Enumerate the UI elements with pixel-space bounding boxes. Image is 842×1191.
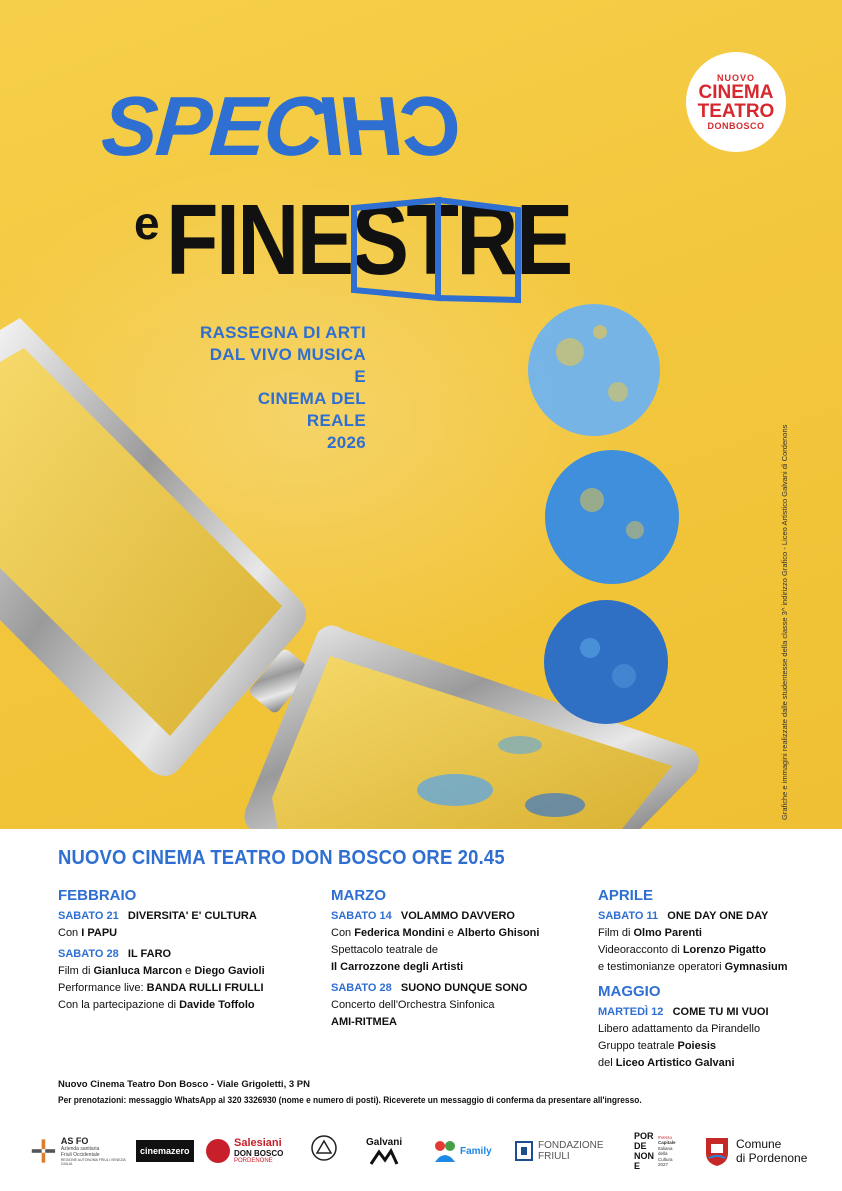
event-heading — [598, 1004, 838, 1021]
subtitle-line: RASSEGNA DI ARTI — [200, 323, 366, 342]
event-line: e testimonianze operatori Gymnasium — [598, 961, 788, 973]
festival-subtitle — [198, 322, 366, 454]
pordenone-text: PORDE — [634, 1131, 654, 1151]
family-logo — [432, 1128, 492, 1174]
event-date: SABATO 21 — [58, 910, 119, 922]
cinema-teatro-logo — [686, 52, 786, 152]
badge-top: NUOVO — [716, 73, 755, 83]
asfo-sub: Azienda sanitaria — [60, 1146, 100, 1152]
salesiani-logo — [206, 1128, 283, 1174]
subtitle-year: 2026 — [326, 433, 366, 452]
comune-pordenone-logo — [704, 1128, 807, 1174]
event-heading — [331, 980, 596, 997]
family-text: Family — [460, 1145, 492, 1157]
capitale-line: #Verso — [658, 1134, 673, 1140]
comune-name: Comune — [736, 1137, 782, 1151]
pordenone-text: NONE — [634, 1151, 654, 1171]
event-line: Il Carrozzone degli Artisti — [331, 961, 464, 973]
capitale-line: Italiana — [658, 1145, 673, 1151]
pordenone-capitale-logo — [634, 1128, 676, 1174]
salesiani-sub: DON BOSCO — [234, 1148, 284, 1158]
window-frame-icon — [350, 190, 522, 310]
cinemazero-logo — [136, 1128, 194, 1174]
title-specchi: SPECCHI — [98, 79, 465, 173]
event-line: Con la partecipazione di Davide Toffolo — [58, 999, 255, 1011]
event-heading — [331, 908, 596, 925]
event-line: Libero adattamento da Pirandello — [598, 1023, 761, 1035]
capitale-line: 2027 — [658, 1162, 669, 1167]
title-finestre: FINESTRE — [166, 184, 571, 296]
galvani-figure-icon — [369, 1148, 399, 1166]
galvani-text: Galvani — [366, 1136, 403, 1148]
event-line: Gruppo teatrale Poiesis — [598, 1040, 717, 1052]
fondazione-name: FONDAZIONE — [538, 1140, 604, 1151]
event-date: SABATO 28 — [58, 948, 119, 960]
event-title: VOLAMMO DAVVERO — [400, 910, 515, 922]
subtitle-line: DAL VIVO MUSICA E — [209, 345, 366, 386]
event-line: Con I PAPU — [58, 927, 118, 939]
event-date: SABATO 11 — [598, 910, 659, 922]
event-title: COME TU MI VUOI — [672, 1006, 769, 1018]
badge-donbosco: DONBOSCO — [707, 121, 765, 131]
associazione-logo — [310, 1128, 338, 1174]
event-line: AMI-RITMEA — [331, 1016, 397, 1028]
salesiani-emblem-icon — [206, 1139, 230, 1163]
event-line: Performance live: BANDA RULLI FRULLI — [58, 982, 264, 994]
program-column-aprile-maggio — [598, 886, 838, 1072]
venue-address: Nuovo Cinema Teatro Don Bosco - Viale Grigoletti, 3 PN — [58, 1079, 310, 1090]
comune-crest-icon — [704, 1135, 730, 1167]
month-heading: MARZO — [331, 887, 386, 904]
capitale-line: della — [658, 1151, 668, 1156]
asfo-name: AS FO — [60, 1136, 89, 1146]
badge-teatro: TEATRO — [697, 101, 775, 122]
family-figures-icon — [432, 1138, 458, 1164]
event-line: Concerto dell'Orchestra Sinfonica — [331, 999, 495, 1011]
event-line: Videoracconto di Lorenzo Pigatto — [598, 944, 766, 956]
venue-heading: NUOVO CINEMA TEATRO DON BOSCO ORE 20.45 — [58, 846, 505, 869]
mirrored-letters: CHI — [319, 79, 465, 173]
cinemazero-text: cinemazero — [136, 1140, 194, 1162]
month-heading: APRILE — [598, 887, 654, 904]
event-line: del Liceo Artistico Galvani — [598, 1057, 735, 1069]
event-line: Con Federica Mondini e Alberto Ghisoni — [331, 927, 540, 939]
event-line: Spettacolo teatrale de — [331, 944, 439, 956]
title-e: e — [134, 197, 160, 249]
comune-city: di Pordenone — [736, 1151, 808, 1165]
booking-info: Per prenotazioni: messaggio WhatsApp al 320 3326930 (nome e numero di posti). Riceverete un messaggio di conferma da presentare all'ingresso. — [58, 1095, 642, 1106]
asfo-logo — [30, 1128, 130, 1174]
month-heading: MAGGIO — [598, 983, 661, 1000]
month-heading: FEBBRAIO — [58, 887, 137, 904]
event-title: ONE DAY ONE DAY — [667, 910, 769, 922]
salesiani-name: Salesiani — [234, 1136, 282, 1149]
associazione-emblem-icon — [310, 1135, 338, 1167]
fondazione-friuli-logo — [514, 1128, 604, 1174]
event-title: DIVERSITA' E' CULTURA — [127, 910, 257, 922]
fondazione-emblem-icon — [514, 1140, 534, 1162]
artwork-credit: Grafiche e immagini realizzate dalle studentesse della classe 3^ indirizzo Grafico - Liceo Artistico Galvani di Cordenons — [780, 424, 789, 820]
fondazione-sub: FRIULI — [538, 1151, 570, 1162]
event-title: IL FARO — [127, 948, 172, 960]
subtitle-line: CINEMA DEL REALE — [257, 389, 366, 430]
event-date: SABATO 28 — [331, 982, 392, 994]
event-date: SABATO 14 — [331, 910, 392, 922]
salesiani-city: PORDENONE — [234, 1157, 273, 1164]
asfo-sub: Friuli Occidentale — [60, 1152, 100, 1158]
asfo-star-icon — [30, 1136, 57, 1166]
program-column-marzo — [331, 886, 596, 1031]
event-heading — [58, 946, 328, 963]
capitale-line: Capitale — [658, 1140, 676, 1145]
event-heading — [598, 908, 838, 925]
program-column-febbraio — [58, 886, 328, 1014]
event-line: Film di Gianluca Marcon e Diego Gavioli — [58, 965, 265, 977]
badge-cinema: CINEMA — [698, 82, 774, 103]
capitale-line: Cultura — [658, 1156, 673, 1162]
asfo-region: REGIONE AUTONOMA FRIULI VENEZIA GIULIA — [60, 1158, 126, 1166]
event-heading — [58, 908, 328, 925]
galvani-logo — [366, 1128, 402, 1174]
event-title: SUONO DUNQUE SONO — [400, 982, 528, 994]
event-line: Film di Olmo Parenti — [598, 927, 702, 939]
event-date: MARTEDÌ 12 — [598, 1006, 664, 1018]
